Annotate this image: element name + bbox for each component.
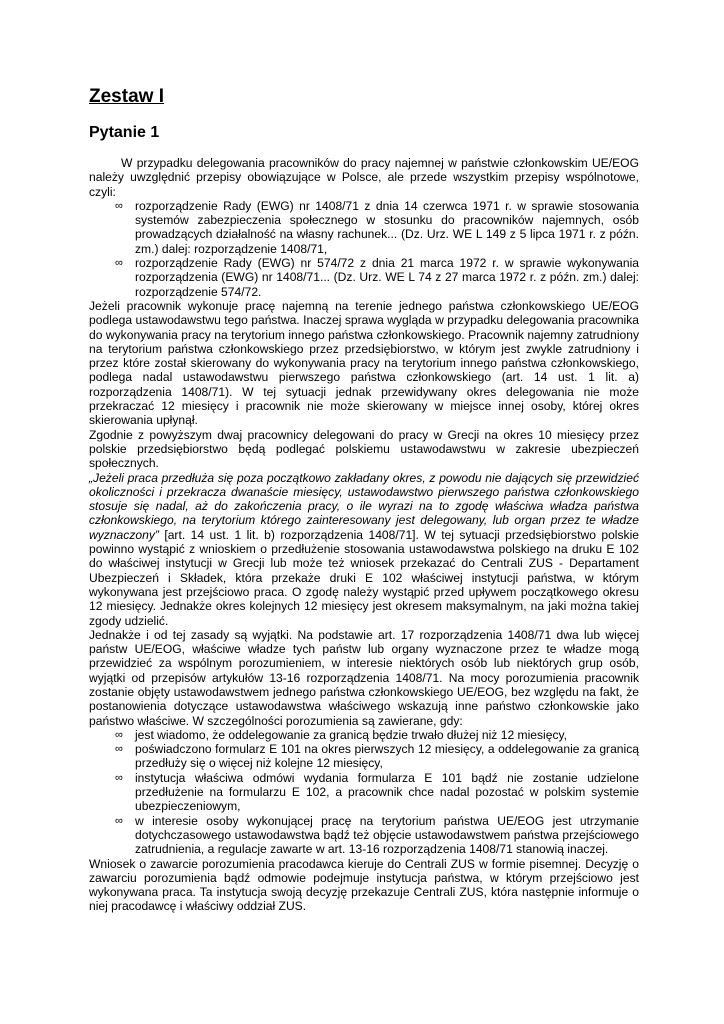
list-item-text: jest wiadomo, że oddelegowanie za granicą będzie trwało dłużej niż 12 miesięcy,: [135, 727, 568, 742]
bullet-icon: ∞: [115, 771, 123, 784]
document-title: Zestaw I: [89, 86, 164, 107]
bullet-icon: ∞: [115, 257, 123, 270]
list-item-text: rozporządzenie Rady (EWG) nr 1408/71 z dnia 14 czerwca 1971 r. w sprawie stosowania systemów zabezpieczenia społecznego w stosunku do pracowników najemnych, osób prowadzących działalność na własny rachunek... (Dz. Urz. WE L 149 z 5 lipca 1971 r. z późn. zm.) dalej: rozporządzenie 1408/71,: [135, 198, 639, 256]
list-item: [115, 770, 639, 814]
question-heading: Pytanie 1: [89, 124, 160, 141]
bullet-icon: ∞: [115, 814, 123, 827]
quote-text: „Jeżeli praca przedłuża się poza początkowo zakładany okres, z powodu nie dających się przewidzieć okoliczności i przekracza dwanaście miesięcy, ustawodawstwo pierwszego państwa członkowskiego stosuje się nadal, aż do zakończenia pracy, o ile wyrazi na to zgodę właściwa władza państwa członkowskiego, na terytorium którego zainteresowany jest delegowany, lub organ przez te władze wyznaczony”: [89, 470, 639, 542]
paragraph-application: Wniosek o zawarcie porozumienia pracodawca kieruje do Centrali ZUS w formie pisemnej. Decyzję o zawarciu porozumienia bądź odmowie podejmuje instytucja państwa, w którym przejściowo jest wykonywana praca. Ta instytucja swoją decyzję przekazuje Centrali ZUS, która następnie informuje o niej pracodawcę i właściwy oddział ZUS.: [89, 856, 639, 914]
document-body: [89, 156, 639, 914]
paragraph-extension-rest: [art. 14 ust. 1 lit. b) rozporządzenia 1408/71]. W tej sytuacji przedsiębiorstwo polskie powinno wystąpić z wnioskiem o przedłużenie stosowania ustawodawstwa polskiego na druku E 102 do właściwej instytucji w Grecji lub może też wniosek przekazać do Centrali ZUS - Departament Ubezpieczeń i Składek, która przekaże druki E 102 właściwej instytucji państwa, w którym wykonywana jest przejściowo praca. O zgodę należy wystąpić przed upływem początkowego okresu 12 miesięcy. Jednakże okres kolejnych 12 miesięcy jest okresem maksymalnym, na jaki można takiej zgody udzielić.: [89, 527, 639, 628]
list-item-text: rozporządzenie Rady (EWG) nr 574/72 z dnia 21 marca 1972 r. w sprawie wykonywania rozporządzenia (EWG) nr 1408/71... (Dz. Urz. WE L 74 z 27 marca 1972 r. z późn. zm.) dalej: rozporządzenie 574/72.: [135, 256, 639, 299]
paragraph-posting-rules: Jeżeli pracownik wykonuje pracę najemną na terenie jednego państwa członkowskiego UE/EOG podlega ustawodawstwu tego państwa. Inaczej sprawa wygląda w przypadku delegowania pracownika do wykonywania pracy na terytorium innego państwa członkowskiego. Pracownik najemny zatrudniony na terytorium państwa członkowskiego przez przedsiębiorstwo, w którym jest zwykle zatrudniony i przez które został skierowany do wykonywania pracy na terytorium innego państwa członkowskiego, podlega nadal ustawodawstwu pierwszego państwa członkowskiego (art. 14 ust. 1 lit. a) rozporządzenia 1408/71). W tej sytuacji jednak przewidywany okres delegowania nie może przekraczać 12 miesięcy i pracownik nie może skierowany w miejsce innej osoby, której okres skierowania upłynął.: [89, 298, 639, 428]
list-item: [115, 198, 639, 256]
bullet-icon: ∞: [115, 743, 123, 756]
list-item-text: instytucja właściwa odmówi wydania formularza E 101 bądź nie zostanie udzielone przedłużenie na formularzu E 102, a pracownik chce nadal pozostać w polskim systemie ubezpieczeniowym,: [135, 770, 639, 814]
paragraph-exceptions: Jednakże i od tej zasady są wyjątki. Na podstawie art. 17 rozporządzenia 1408/71 dwa lub więcej państw UE/EOG, właściwe władze tych państw lub organy wyznaczone przez te władze mogą przewidzieć za wspólnym porozumieniem, w interesie niektórych osób lub niektórych grup osób, wyjątki od przepisów artykułów 13-16 rozporządzenia 1408/71. Na mocy porozumienia pracownik zostanie objęty ustawodawstwem jednego państwa członkowskiego UE/EOG, bez względu na fakt, że postanowienia dotyczące ustawodawstwa właściwego wskazują inne państwo członkowskie jako państwo właściwe. W szczególności porozumienia są zawierane, gdy:: [89, 627, 639, 728]
list-item-text: w interesie osoby wykonującej pracę na terytorium państwa UE/EOG jest utrzymanie dotychczasowego ustawodawstwa bądź też objęcie ustawodawstwem państwa przejściowego zatrudnienia, a regulacje zawarte w art. 13-16 rozporządzenia 1408/71 stanowią inaczej.: [135, 813, 639, 857]
list-item: [115, 742, 639, 771]
agreements-list: [89, 728, 639, 857]
bullet-icon: ∞: [115, 199, 123, 212]
regulations-list: [89, 199, 639, 299]
list-item: [115, 813, 639, 857]
list-item: [115, 256, 639, 299]
list-item: [115, 727, 639, 742]
paragraph-extension: [89, 471, 639, 628]
paragraph-greece-example: Zgodnie z powyższym dwaj pracownicy delegowani do pracy w Grecji na okres 10 miesięcy przez polskie przedsiębiorstwo będą podlegać polskiemu ustawodawstwu w zakresie ubezpieczeń społecznych.: [89, 427, 639, 471]
intro-paragraph: W przypadku delegowania pracowników do pracy najemnej w państwie członkowskim UE/EOG należy uwzględnić przepisy obowiązujące w Polsce, ale przede wszystkim przepisy wspólnotowe, czyli:: [89, 156, 639, 199]
bullet-icon: ∞: [115, 728, 123, 741]
document-page: [89, 84, 639, 914]
list-item-text: poświadczono formularz E 101 na okres pierwszych 12 miesięcy, a oddelegowanie za granicą przedłuży się o więcej niż kolejne 12 miesięcy,: [135, 742, 639, 771]
